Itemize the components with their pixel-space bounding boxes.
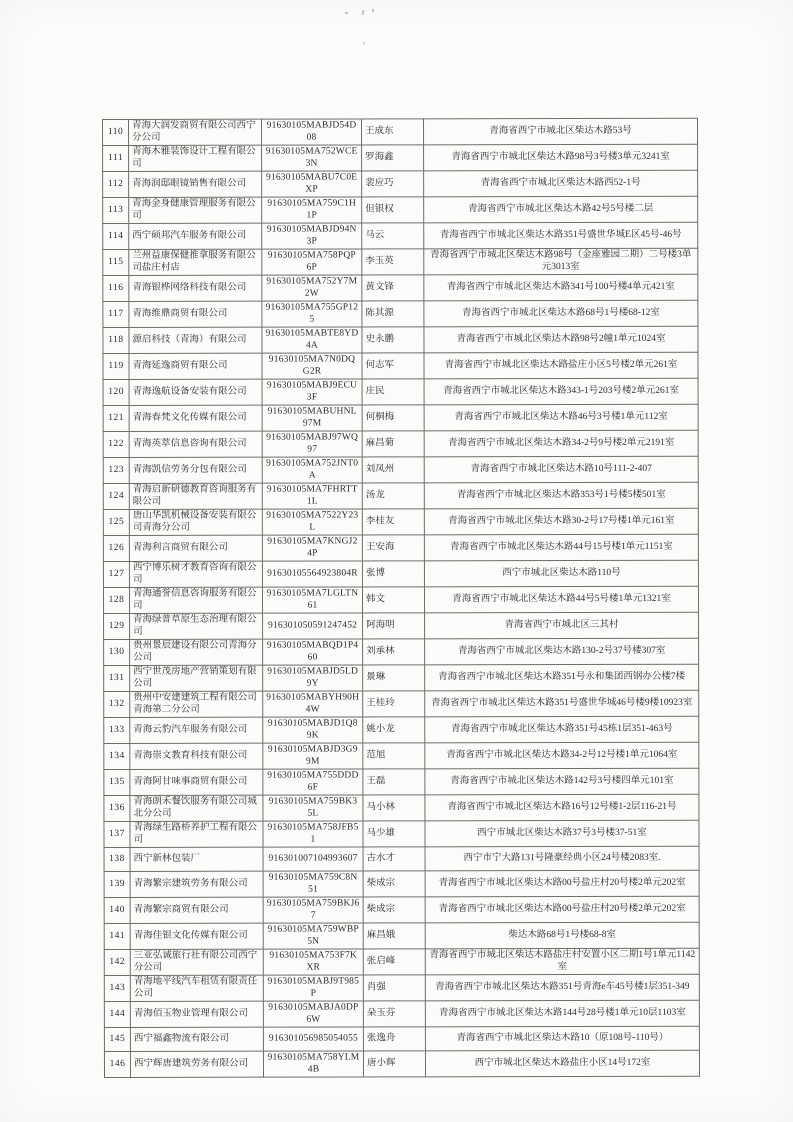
cell-code: 91630105MABJD1Q89K (263, 717, 363, 743)
cell-name: 青海繁宗建筑劳务有限公司 (130, 871, 263, 897)
table-row (104, 1026, 699, 1051)
cell-address: 青海省西宁市城北区柴达木路351号盛世华城E区45号-46号 (424, 222, 698, 249)
cell-name: 青海通誉信息咨询服务有限公司 (129, 587, 262, 613)
table-row (104, 1050, 699, 1077)
cell-person: 刘凤州 (362, 457, 424, 483)
cell-address: 青海省西宁市城北区柴达木路353号1号楼5楼501室 (424, 482, 698, 509)
cell-address: 青海省西宁市城北区三其村 (425, 612, 699, 639)
cell-code: 91630105MABJD54D08 (262, 119, 362, 145)
cell-address: 西宁市宁大路131号隆豪经典小区24号楼2083室. (425, 846, 699, 871)
cell-name: 青海佰玉物业管理有限公司 (130, 1001, 263, 1027)
scan-artifact (363, 42, 365, 45)
cell-address: 青海省西宁市城北区柴达木路341号100号楼4单元421室 (424, 274, 698, 301)
table-row (103, 222, 698, 249)
table-row (103, 482, 698, 509)
cell-person: 裴应巧 (362, 171, 424, 197)
cell-code: 91630105MA753F7KXR (263, 949, 363, 975)
cell-name: 青海崇文教育科技有限公司 (130, 743, 263, 769)
table-row (104, 922, 699, 949)
cell-address: 青海省西宁市城北区柴达木路130-2号37号楼307室 (425, 638, 699, 665)
cell-code: 91630105MABYH90H4W (263, 691, 363, 717)
cell-address: 青海省西宁市城北区柴达木路142号3号楼四单元101室 (425, 768, 699, 795)
table-row (103, 404, 698, 431)
table-row (103, 508, 698, 535)
table-row (103, 430, 698, 457)
cell-code: 91630105MA755GP125 (262, 301, 362, 327)
cell-address: 青海省西宁市城北区柴达木路34-2号9号楼2单元2191室 (424, 430, 698, 457)
cell-name: 青海润邸眼镜销售有限公司 (129, 171, 262, 197)
cell-name: 青海延逸商贸有限公司 (129, 353, 262, 379)
cell-name: 青海地平线汽车租赁有限责任公司 (130, 975, 263, 1001)
cell-no: 118 (103, 327, 129, 353)
cell-no: 135 (104, 769, 130, 795)
cell-code: 91630105MABTE8YD4A (262, 327, 362, 353)
cell-person: 张博 (362, 561, 424, 587)
cell-person: 史永鹏 (362, 327, 424, 353)
cell-person: 但银权 (362, 197, 424, 223)
cell-no: 110 (103, 119, 129, 145)
cell-person: 庄民 (362, 379, 424, 405)
cell-code: 916301050591247452 (263, 613, 363, 639)
scan-artifact (372, 9, 374, 12)
cell-name: 西宁博乐树才教育咨询有限公司 (129, 561, 262, 587)
cell-person: 何志军 (362, 353, 424, 379)
cell-no: 133 (104, 717, 130, 743)
scan-artifact (362, 10, 365, 15)
cell-name: 青海云豹汽车服务有限公司 (130, 717, 263, 743)
cell-code: 91630105MABQD1P460 (263, 639, 363, 665)
cell-code: 91630105MA759BKJ67 (263, 897, 363, 923)
table-row (104, 768, 699, 795)
cell-no: 128 (103, 587, 129, 613)
cell-name: 青海大润发商贸有限公司西宁分公司 (129, 119, 262, 145)
cell-code: 91630105MA759BK35L (263, 795, 363, 821)
cell-code: 91630105MA7522Y23L (262, 509, 362, 535)
cell-no: 113 (103, 197, 129, 223)
table-row (104, 690, 699, 717)
cell-code: 91630105MA7N0DQG2R (262, 353, 362, 379)
cell-code: 91630105MABJ9ECU3F (262, 379, 362, 405)
cell-person: 王成东 (362, 119, 424, 145)
cell-address: 青海省西宁市城北区柴达木路34-2号12号楼1单元1064室 (425, 742, 699, 769)
cell-address: 青海省西宁市城北区柴达木路351号青海e车45号楼1层351-349 (425, 974, 699, 1001)
cell-code: 91630105MA755DDD6F (263, 769, 363, 795)
cell-code: 91630105MA759C1H1P (262, 197, 362, 223)
cell-person: 罗海鑫 (362, 145, 424, 171)
cell-person: 阿海明 (363, 613, 425, 639)
cell-no: 137 (104, 821, 130, 847)
table-row (104, 846, 699, 871)
cell-person: 马小林 (363, 795, 425, 821)
cell-code: 91630105MA759C8N51 (263, 871, 363, 897)
cell-address: 青海省西宁市城北区柴达木路盐庄小区5号楼2单元261室 (424, 352, 698, 379)
cell-address: 青海省西宁市城北区柴达木路00号盐庄村20号楼2单元202室 (425, 870, 699, 897)
cell-address: 青海省西宁市城北区柴达木路西52-1号 (424, 170, 698, 197)
cell-name: 青海利言商贸有限公司 (129, 535, 262, 561)
table-row (103, 352, 698, 379)
cell-no: 125 (103, 509, 129, 535)
cell-address: 青海省西宁市城北区柴达木路53号 (424, 118, 698, 145)
cell-name: 青海银桦网络科技有限公司 (129, 275, 262, 301)
cell-code: 91630105MA758PQP6P (262, 249, 362, 275)
cell-address: 青海省西宁市城北区柴达木路盐庄村安置小区二期1号1单元1142室 (425, 948, 699, 975)
cell-no: 112 (103, 171, 129, 197)
cell-address: 青海省西宁市城北区柴达木路68号1号楼68-12室 (424, 300, 698, 327)
cell-no: 143 (104, 975, 130, 1001)
cell-name: 青海绿生路桥养护工程有限公司 (130, 821, 263, 847)
cell-no: 116 (103, 275, 129, 301)
cell-code: 91630105MA7FHRTT1L (262, 483, 362, 509)
table-row (103, 456, 698, 483)
table-row (103, 118, 698, 145)
cell-address: 青海省西宁市城北区柴达木路00号盐庄村20号楼2单元202室 (425, 896, 699, 923)
cell-address: 青海省西宁市城北区柴达木路10号111-2-407 (424, 456, 698, 483)
cell-address: 青海省西宁市城北区柴达木路98号（金座雅园二期）二号楼3单元3013室 (424, 248, 698, 275)
cell-code: 91630105MA752JNT0A (262, 457, 362, 483)
cell-name: 西宁世茂房地产营销策划有限公司 (130, 665, 263, 691)
cell-no: 122 (103, 431, 129, 457)
cell-person: 李桂友 (362, 509, 424, 535)
cell-no: 134 (104, 743, 130, 769)
cell-name: 西宁福鑫物流有限公司 (130, 1027, 263, 1051)
cell-address: 青海省西宁市城北区柴达木路98号2幢1单元1024室 (424, 326, 698, 353)
cell-no: 132 (104, 691, 130, 717)
table-row (104, 1000, 699, 1027)
cell-code: 916301007104993607 (263, 847, 363, 871)
cell-code: 91630105MABJD3G99M (263, 743, 363, 769)
cell-address: 青海省西宁市城北区柴达木路44号5号楼1单元1321室 (424, 586, 698, 613)
cell-code: 91630105MA758JFB51 (263, 821, 363, 847)
cell-person: 刘承林 (363, 639, 425, 665)
table-row (103, 196, 698, 223)
cell-person: 汤龙 (362, 483, 424, 509)
cell-no: 114 (103, 223, 129, 249)
cell-name: 青海金身健康管理服务有限公司 (129, 197, 262, 223)
table-row (104, 896, 699, 923)
cell-name: 贵州景辰建设有限公司青海分公司 (130, 639, 263, 665)
cell-code: 91630105MA752Y7M2W (262, 275, 362, 301)
table-row (103, 586, 698, 613)
cell-person: 李玉英 (362, 249, 424, 275)
cell-name: 青海英萃信息咨询有限公司 (129, 431, 262, 457)
cell-code: 91630105MA752WCE3N (262, 145, 362, 171)
cell-person: 柴成宗 (363, 897, 425, 923)
cell-no: 111 (103, 145, 129, 171)
table-row (104, 794, 699, 821)
cell-no: 146 (104, 1051, 130, 1077)
cell-person: 麻昌娥 (363, 923, 425, 949)
cell-address: 青海省西宁市城北区柴达木路343-1号203号楼2单元261室 (424, 378, 698, 405)
cell-no: 129 (104, 613, 130, 639)
cell-address: 青海省西宁市城北区柴达木路351号盛世华城46号楼9楼10923室 (425, 690, 699, 717)
cell-no: 117 (103, 301, 129, 327)
table-row (104, 974, 699, 1001)
cell-name: 贵州中安建建筑工程有限公司青海第二分公司 (130, 691, 263, 717)
cell-name: 青海凯信劳务分包有限公司 (129, 457, 262, 483)
cell-person: 陈其源 (362, 301, 424, 327)
table-row (104, 742, 699, 769)
cell-address: 青海省西宁市城北区柴达木路10（原108号-110号） (425, 1026, 699, 1051)
registry-table-body (103, 118, 700, 1077)
cell-address: 青海省西宁市城北区柴达木路144号28号楼1单元10层1103室 (425, 1000, 699, 1027)
cell-person: 马少雄 (363, 821, 425, 847)
cell-code: 91630105MA7LGLTN61 (262, 587, 362, 613)
cell-name: 青海朗禾餐饮服务有限公司城北分公司 (130, 795, 263, 821)
cell-name: 青海阿甘味事商贸有限公司 (130, 769, 263, 795)
table-row (104, 948, 699, 975)
cell-person: 麻昌菊 (362, 431, 424, 457)
cell-person: 柴成宗 (363, 871, 425, 897)
cell-no: 141 (104, 923, 130, 949)
cell-person: 黄文锋 (362, 275, 424, 301)
cell-name: 青海佳银文化传媒有限公司 (130, 923, 263, 949)
cell-address: 西宁市城北区柴达木路110号 (424, 560, 698, 587)
cell-address: 柴达木路68号1号楼68-8室 (425, 922, 699, 949)
table-row (104, 870, 699, 897)
table-row (104, 820, 699, 847)
table-row (103, 378, 698, 405)
table-row (103, 248, 698, 275)
cell-no: 119 (103, 353, 129, 379)
cell-no: 142 (104, 949, 130, 975)
cell-name: 青海逸航设备安装有限公司 (129, 379, 262, 405)
cell-no: 144 (104, 1001, 130, 1027)
cell-person: 姚小龙 (363, 717, 425, 743)
cell-code: 91630105MA758YLM4B (263, 1051, 363, 1077)
cell-code: 91630105MABJ9T985P (263, 975, 363, 1001)
cell-person: 马云 (362, 223, 424, 249)
cell-name: 青海绿普草原生态治理有限公司 (130, 613, 263, 639)
cell-person: 肖强 (363, 975, 425, 1001)
cell-name: 青海繁宗商贸有限公司 (130, 897, 263, 923)
cell-no: 126 (103, 535, 129, 561)
table-row (104, 638, 699, 665)
cell-address: 青海省西宁市城北区柴达木路98号3号楼3单元3241室 (424, 144, 698, 171)
cell-person: 王安海 (362, 535, 424, 561)
cell-person: 韩文 (362, 587, 424, 613)
cell-person: 张启峰 (363, 949, 425, 975)
cell-address: 青海省西宁市城北区柴达木路42号5号楼二层 (424, 196, 698, 223)
cell-name: 青海维鼎商贸有限公司 (129, 301, 262, 327)
table-row (103, 326, 698, 353)
cell-person: 范旭 (363, 743, 425, 769)
cell-person: 王磊 (363, 769, 425, 795)
cell-person: 王桂玲 (363, 691, 425, 717)
cell-person: 景琳 (363, 665, 425, 691)
cell-address: 青海省西宁市城北区柴达木路351号45栋1层351-463号 (425, 716, 699, 743)
cell-address: 西宁市城北区柴达木路37号3号楼37-51室 (425, 820, 699, 847)
cell-no: 121 (103, 405, 129, 431)
table-row (103, 560, 698, 587)
table-row (104, 664, 699, 691)
cell-address: 青海省西宁市城北区柴达木路16号12号楼1-2层116-21号 (425, 794, 699, 821)
cell-no: 120 (103, 379, 129, 405)
cell-name: 西宁辉唐建筑劳务有限公司 (130, 1051, 263, 1077)
cell-person: 古水才 (363, 847, 425, 871)
table-row (103, 144, 698, 171)
cell-code: 91630105MA759WBP5N (263, 923, 363, 949)
cell-code: 91630105MABJA0DP6W (263, 1001, 363, 1027)
cell-no: 131 (104, 665, 130, 691)
scan-artifact (345, 12, 348, 14)
cell-no: 139 (104, 871, 130, 897)
cell-person: 何桐梅 (362, 405, 424, 431)
table-row (104, 716, 699, 743)
table-row (104, 612, 699, 639)
cell-address: 青海省西宁市城北区柴达木路44号15号楼1单元1151室 (424, 534, 698, 561)
cell-code: 91630105MABJD94N3P (262, 223, 362, 249)
cell-person: 朵玉芬 (363, 1001, 425, 1027)
cell-no: 115 (103, 249, 129, 275)
cell-code: 91630105564923804R (262, 561, 362, 587)
cell-no: 127 (103, 561, 129, 587)
table-row (103, 170, 698, 197)
cell-no: 130 (104, 639, 130, 665)
cell-code: 91630105MABU7C0EXP (262, 171, 362, 197)
cell-code: 91630105MABUHNL97M (262, 405, 362, 431)
cell-name: 青海春梵文化传媒有限公司 (129, 405, 262, 431)
cell-address: 青海省西宁市城北区柴达木路351号永和集团西钢办公楼7楼 (425, 664, 699, 691)
company-registry-table (102, 118, 700, 1078)
cell-no: 138 (104, 847, 130, 871)
cell-no: 140 (104, 897, 130, 923)
cell-address: 青海省西宁市城北区柴达木路30-2号17号楼1单元161室 (424, 508, 698, 535)
cell-code: 916301056985054055 (263, 1027, 363, 1051)
cell-person: 唐小辉 (363, 1051, 425, 1077)
cell-name: 源启科技（青海）有限公司 (129, 327, 262, 353)
cell-name: 西宁新林包装厂 (130, 847, 263, 871)
cell-no: 136 (104, 795, 130, 821)
cell-name: 青海木雅装饰设计工程有限公司 (129, 145, 262, 171)
cell-name: 兰州益康保健推拿服务有限公司盐庄村店 (129, 249, 262, 275)
cell-address: 青海省西宁市城北区柴达木路46号3号楼1单元112室 (424, 404, 698, 431)
cell-code: 91630105MABJ97WQ97 (262, 431, 362, 457)
cell-name: 西宁硕邦汽车服务有限公司 (129, 223, 262, 249)
cell-no: 124 (103, 483, 129, 509)
cell-address: 西宁市城北区柴达木路盐庄小区14号172室 (425, 1050, 699, 1077)
table-row (103, 274, 698, 301)
cell-code: 91630105MA7KNGJ24P (262, 535, 362, 561)
cell-no: 145 (104, 1027, 130, 1051)
cell-no: 123 (103, 457, 129, 483)
cell-name: 青海启新研德教育咨询服务有限公司 (129, 483, 262, 509)
cell-name: 唐山华凯机械设备安装有限公司青海分公司 (129, 509, 262, 535)
table-row (103, 534, 698, 561)
cell-name: 三亚弘诚旅行社有限公司西宁分公司 (130, 949, 263, 975)
table-row (103, 300, 698, 327)
cell-code: 91630105MABJD5LD9Y (263, 665, 363, 691)
cell-person: 张逸舟 (363, 1027, 425, 1051)
